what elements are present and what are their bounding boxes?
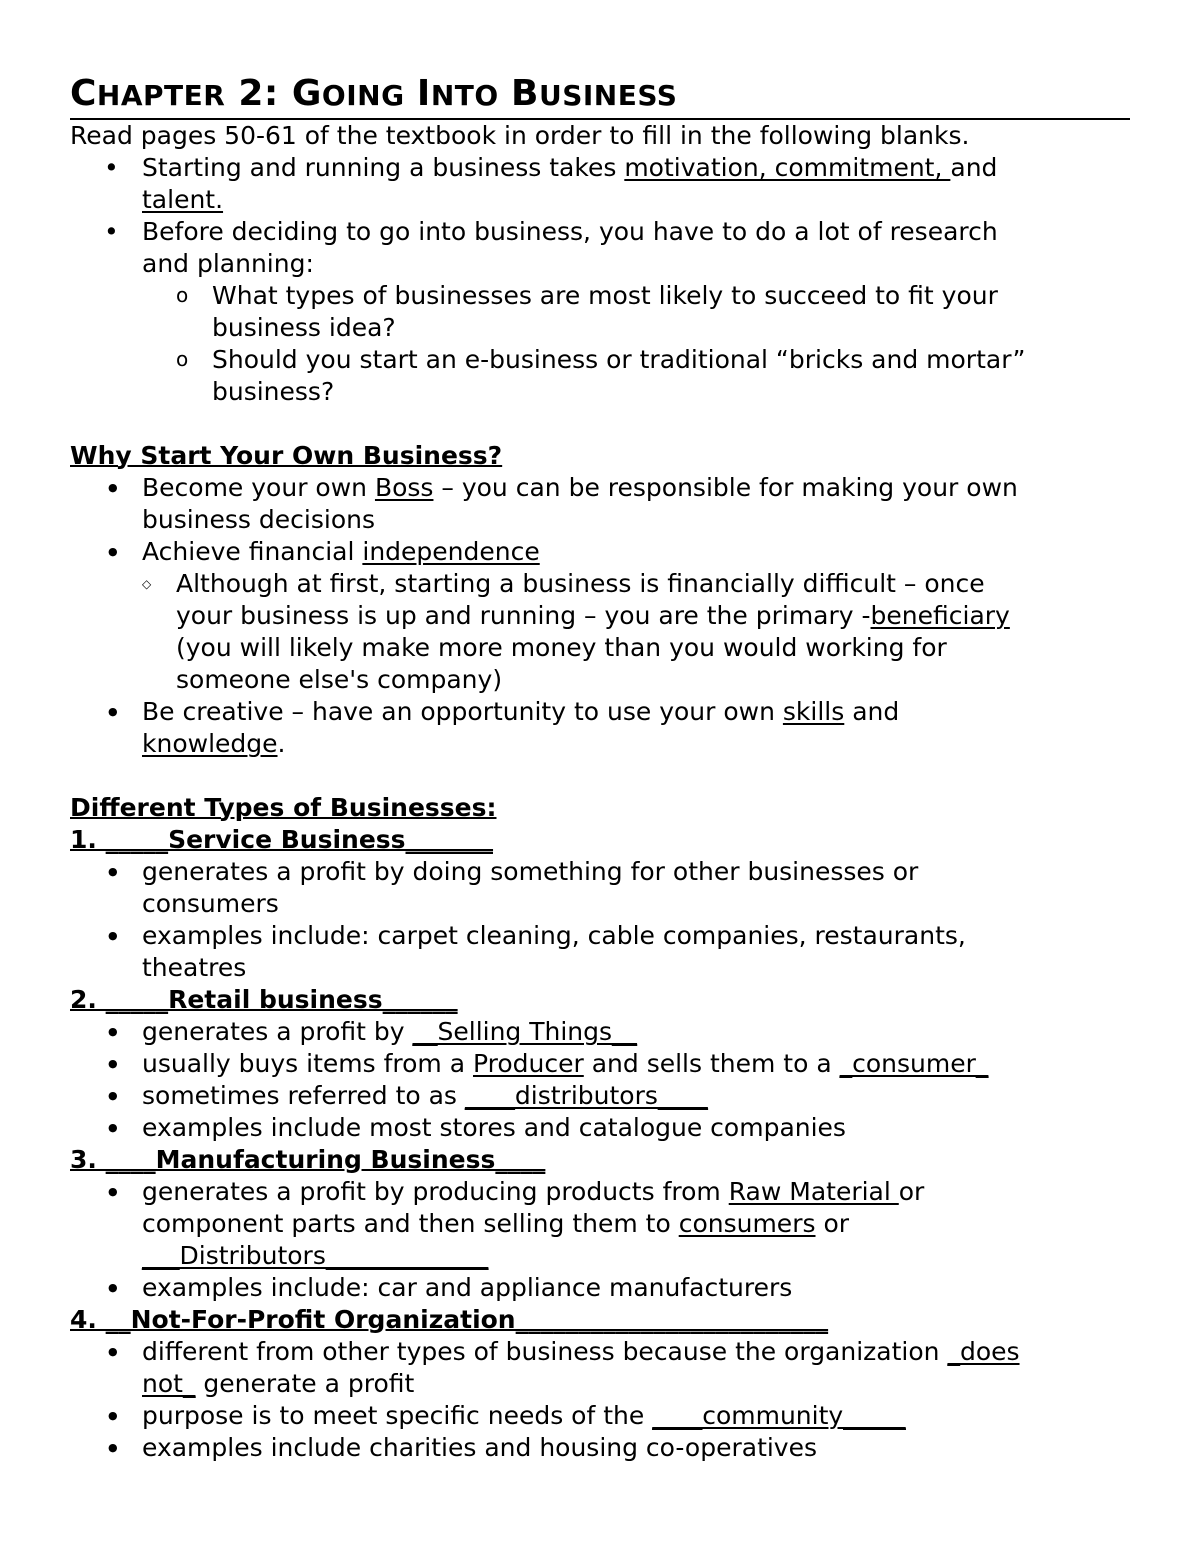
- sub-question-ebusiness: o Should you start an e-business or traditional “bricks and mortar”: [70, 344, 1130, 376]
- bullet-manufacturing-examples: ● examples include: car and appliance manufacturers: [70, 1272, 1130, 1304]
- bullet-research-cont: and planning:: [142, 249, 314, 278]
- sub-question-ebusiness-cont: business?: [212, 377, 335, 406]
- sub-bullet-financial-l3: (you will likely make more money than you would working for: [176, 633, 947, 662]
- bullet-nonprofit-purpose: ● purpose is to meet specific needs of the ____community_____: [70, 1400, 1130, 1432]
- sub-question-types: o What types of businesses are most likely to succeed to fit your: [70, 280, 1130, 312]
- sub-bullet-financial-l4: someone else's company): [176, 665, 503, 694]
- bullet-nonprofit-different-cont: not_ generate a profit: [142, 1369, 415, 1398]
- bullet-boss-cont: business decisions: [142, 505, 375, 534]
- bullet-creative: ● Be creative – have an opportunity to use your own skills and: [70, 696, 1130, 728]
- type-heading-nonprofit: 4. __Not-For-Profit Organization_________________________: [70, 1305, 829, 1334]
- bullet-boss: ● Become your own Boss – you can be responsible for making your own: [70, 472, 1130, 504]
- bullet-retail-buys: ● usually buys items from a Producer and sells them to a _consumer_: [70, 1048, 1130, 1080]
- bullet-retail-examples: ● examples include most stores and catalogue companies: [70, 1112, 1130, 1144]
- bullet-service-examples-cont: theatres: [142, 953, 247, 982]
- sub-bullet-financial: ◇ Although at first, starting a business is financially difficult – once: [70, 568, 1130, 600]
- section-heading-why: Why Start Your Own Business?: [70, 441, 503, 470]
- bullet-independence: ● Achieve financial independence: [70, 536, 1130, 568]
- bullet-motivation-cont: talent.: [142, 185, 224, 214]
- chapter-title: CHAPTER 2: GOING INTO BUSINESS: [70, 74, 1130, 120]
- bullet-service-examples: ● examples include: carpet cleaning, cable companies, restaurants,: [70, 920, 1130, 952]
- document-body: [70, 120, 1130, 1464]
- sub-bullet-financial-l2: your business is up and running – you are the primary -beneficiary: [176, 601, 1010, 630]
- bullet-motivation: • Starting and running a business takes motivation, commitment, and: [70, 152, 1130, 184]
- sub-question-types-cont: business idea?: [212, 313, 396, 342]
- type-heading-retail: 2. _____Retail business______: [70, 985, 458, 1014]
- bullet-research: • Before deciding to go into business, you have to do a lot of research: [70, 216, 1130, 248]
- section-heading-types: Different Types of Businesses:: [70, 793, 497, 822]
- type-heading-manufacturing: 3. ____Manufacturing Business____: [70, 1145, 546, 1174]
- bullet-manufacturing-profit-l3: ___Distributors_____________: [142, 1241, 489, 1270]
- bullet-service-profit: ● generates a profit by doing something for other businesses or: [70, 856, 1130, 888]
- type-heading-service: 1. _____Service Business_______: [70, 825, 494, 854]
- bullet-manufacturing-profit-l2: component parts and then selling them to consumers or: [142, 1209, 850, 1238]
- bullet-nonprofit-different: ● different from other types of business because the organization _does: [70, 1336, 1130, 1368]
- bullet-retail-profit: ● generates a profit by __Selling Things__: [70, 1016, 1130, 1048]
- bullet-manufacturing-profit: ● generates a profit by producing products from Raw Material or: [70, 1176, 1130, 1208]
- bullet-nonprofit-examples: ● examples include charities and housing co-operatives: [70, 1432, 1130, 1464]
- bullet-creative-cont: knowledge.: [142, 729, 286, 758]
- intro-text: Read pages 50-61 of the textbook in order to fill in the following blanks.: [70, 121, 970, 150]
- bullet-service-profit-cont: consumers: [142, 889, 279, 918]
- bullet-retail-distributors: ● sometimes referred to as ____distributors____: [70, 1080, 1130, 1112]
